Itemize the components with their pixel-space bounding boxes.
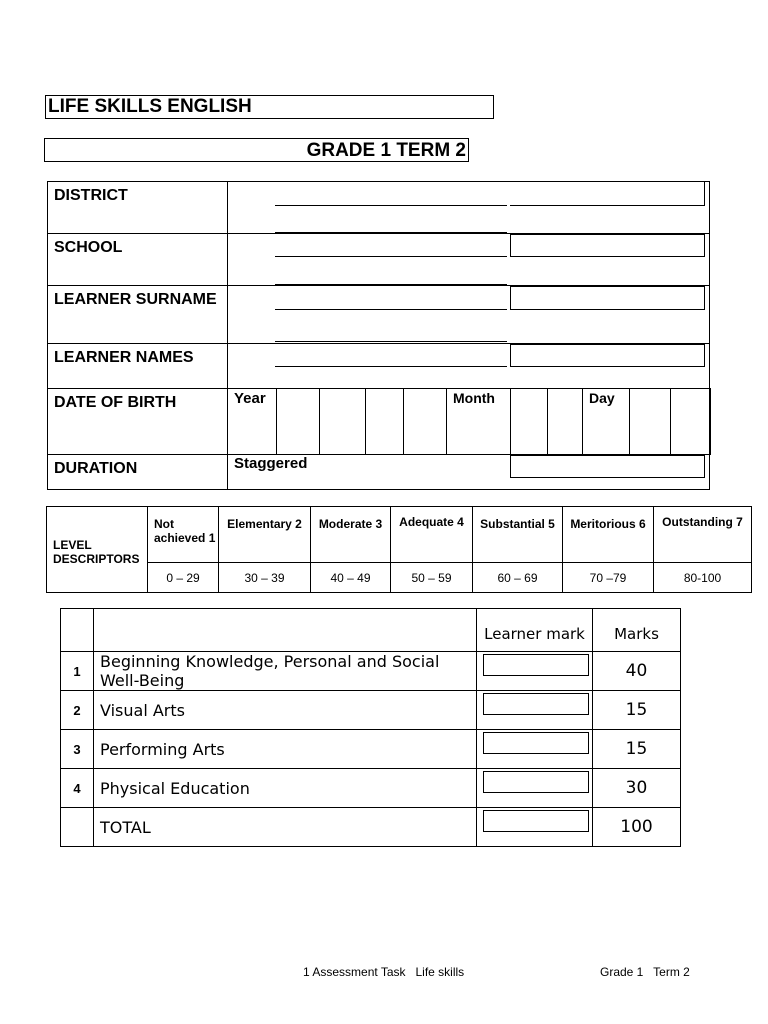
names-line-top [275,341,507,342]
table-row [61,652,681,691]
level-descriptors-table [46,506,752,593]
school-box[interactable] [510,234,705,257]
year-digit-box[interactable] [404,389,447,455]
learner-mark-cell[interactable] [477,769,593,808]
learner-mark-cell[interactable] [477,808,593,847]
footer-left: 1 Assessment Task Life skills [303,965,465,979]
table-row [61,691,681,730]
year-digit-box[interactable] [366,389,404,455]
district-line [275,205,507,206]
level-name: Adequate 4 [391,507,473,563]
document-title: LIFE SKILLS ENGLISH [45,95,494,119]
learner-mark-cell[interactable] [477,730,593,769]
surname-label: LEARNER SURNAME [48,286,228,344]
year-digit-box[interactable] [320,389,366,455]
duration-label: DURATION [48,455,228,490]
surname-line [275,309,507,310]
row-number: 2 [61,691,94,730]
level-range: 70 –79 [563,563,654,593]
max-marks: 30 [593,769,681,808]
day-digit-box[interactable] [630,389,671,455]
table-row [61,769,681,808]
school-line [275,256,507,257]
duration-box[interactable] [510,455,705,478]
year-digit-box[interactable] [277,389,320,455]
level-range: 40 – 49 [311,563,391,593]
table-row [61,730,681,769]
year-label: Year [228,389,277,455]
level-name: Outstanding 7 [654,507,752,563]
school-label: SCHOOL [48,234,228,286]
district-box[interactable] [510,182,705,206]
learner-mark-cell[interactable] [477,691,593,730]
row-number [61,808,94,847]
level-range: 60 – 69 [473,563,563,593]
level-range: 30 – 39 [219,563,311,593]
dob-field [228,389,710,455]
learner-mark-header: Learner mark [477,609,593,652]
learner-info-table [47,181,710,490]
subject-name: Performing Arts [94,730,477,769]
dob-label: DATE OF BIRTH [48,389,228,455]
learner-mark-cell[interactable] [477,652,593,691]
level-name: Moderate 3 [311,507,391,563]
surname-box[interactable] [510,286,705,310]
subject-name: Visual Arts [94,691,477,730]
max-marks: 15 [593,730,681,769]
level-name: Not achieved 1 [148,507,219,563]
names-label: LEARNER NAMES [48,344,228,389]
level-range: 0 – 29 [148,563,219,593]
district-label: DISTRICT [48,182,228,234]
level-range: 80-100 [654,563,752,593]
names-box[interactable] [510,344,705,367]
row-number: 4 [61,769,94,808]
day-label: Day [583,389,630,455]
subject-name: Beginning Knowledge, Personal and Social Well-Being [94,652,477,691]
table-row [61,808,681,847]
month-digit-box[interactable] [548,389,583,455]
learner-total-box[interactable] [483,810,589,832]
level-name: Meritorious 6 [563,507,654,563]
level-name: Elementary 2 [219,507,311,563]
surname-line-top [275,284,507,285]
max-marks: 40 [593,652,681,691]
row-number: 1 [61,652,94,691]
learner-mark-box[interactable] [483,693,589,715]
row-number: 3 [61,730,94,769]
level-range: 50 – 59 [391,563,473,593]
month-digit-box[interactable] [511,389,548,455]
total-marks: 100 [593,808,681,847]
school-line-top [275,232,507,233]
marks-table [60,608,681,847]
day-digit-box[interactable] [671,389,711,455]
blank-header-cell [94,609,477,652]
max-marks: 15 [593,691,681,730]
subject-name: Physical Education [94,769,477,808]
month-label: Month [447,389,511,455]
marks-header: Marks [593,609,681,652]
grade-term-heading: GRADE 1 TERM 2 [44,138,469,162]
footer-right: Grade 1 Term 2 [600,965,690,979]
level-descriptors-label: LEVEL DESCRIPTORS [47,507,148,593]
level-name: Substantial 5 [473,507,563,563]
names-line [275,366,507,367]
learner-mark-box[interactable] [483,732,589,754]
learner-mark-box[interactable] [483,771,589,793]
blank-header-cell [61,609,94,652]
total-label: TOTAL [94,808,477,847]
learner-mark-box[interactable] [483,654,589,676]
duration-value: Staggered [228,455,710,490]
